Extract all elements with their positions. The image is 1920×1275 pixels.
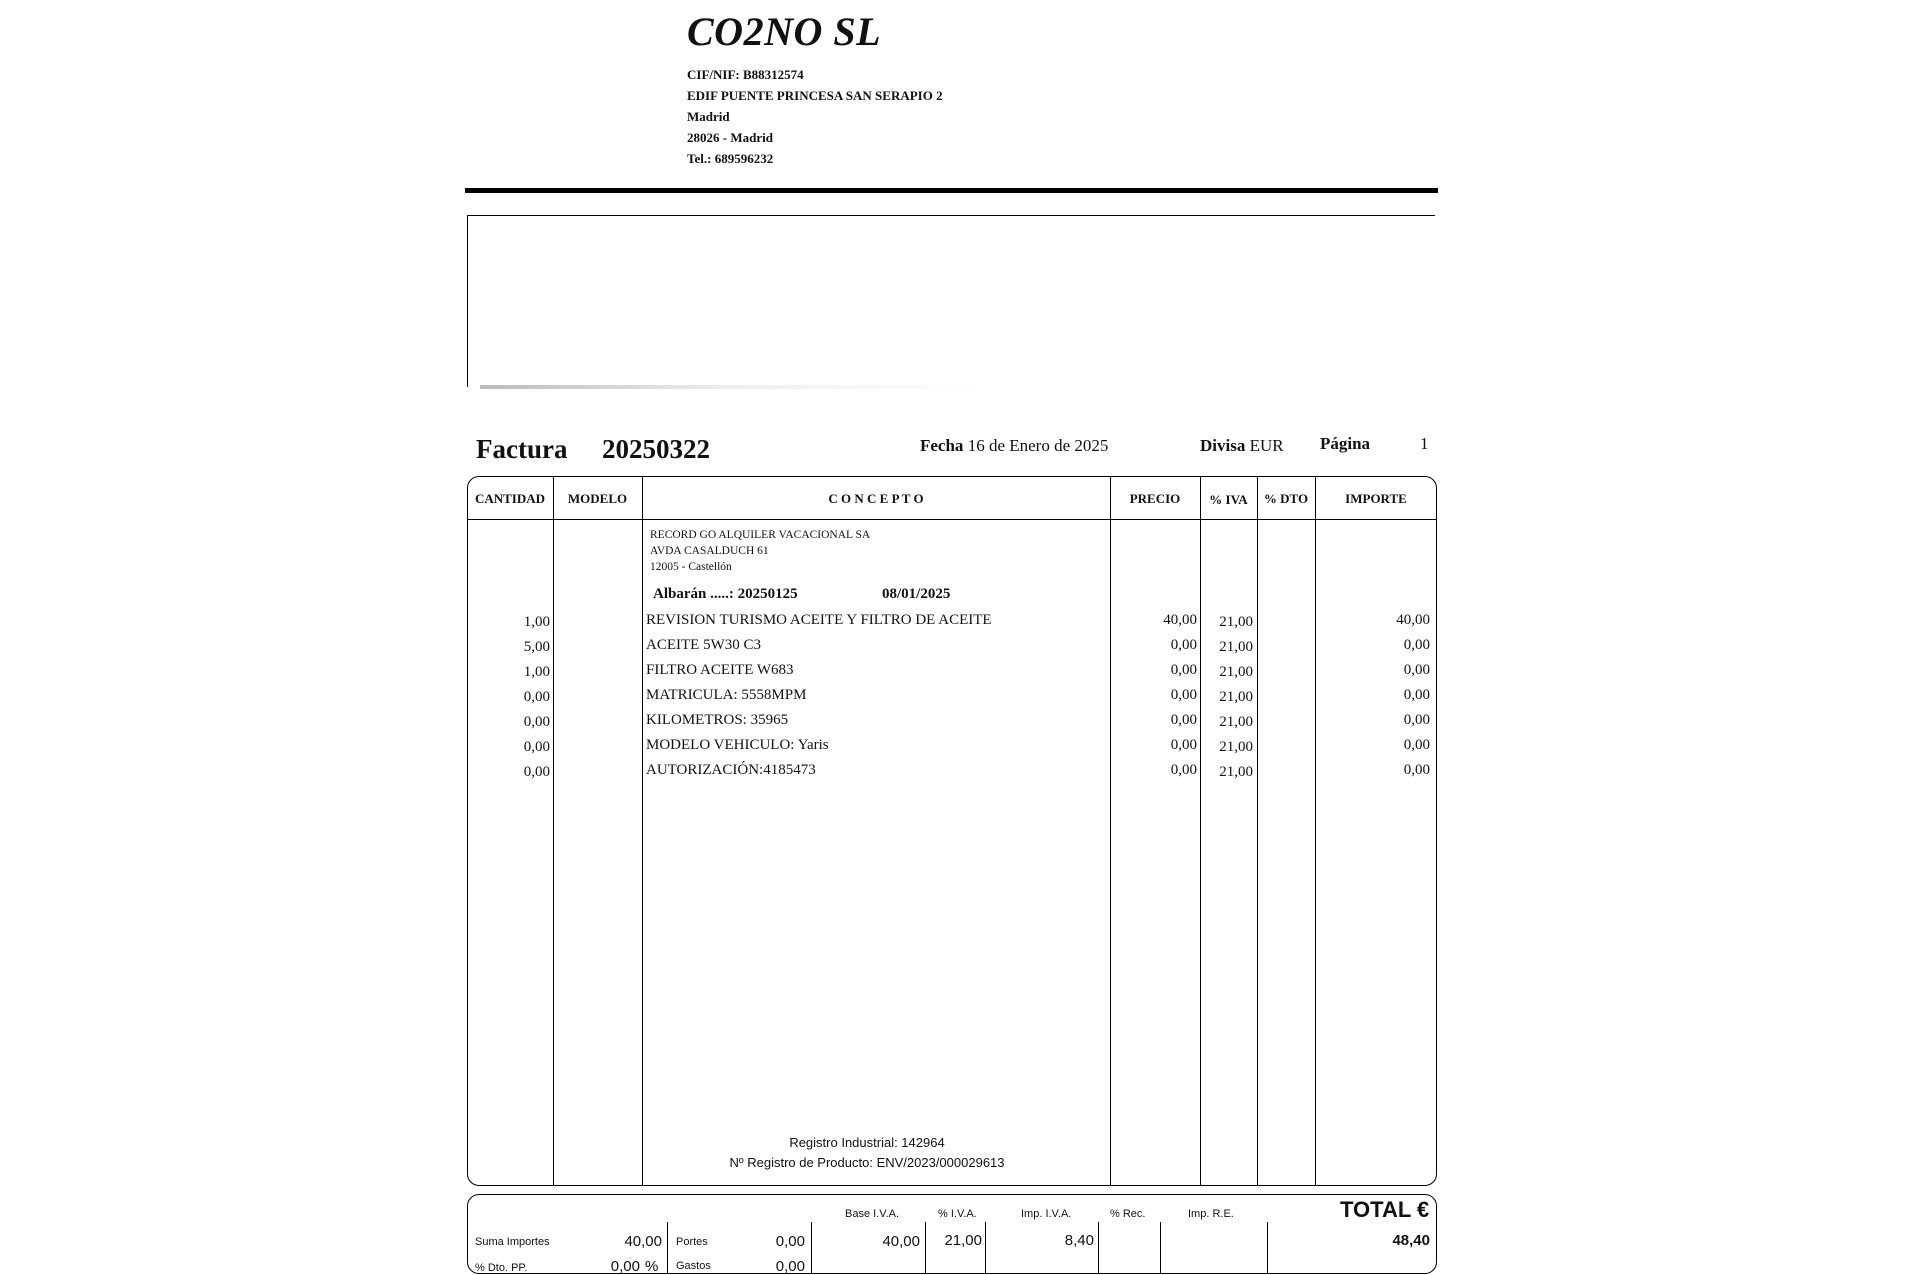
col-divider: [1257, 476, 1258, 1186]
cell-concepto: MATRICULA: 5558MPM: [646, 687, 807, 703]
col-divider: [1315, 476, 1316, 1186]
dto-pp-label: % Dto. PP.: [475, 1262, 528, 1274]
cell-iva: 21,00: [1219, 689, 1253, 705]
pagina-label: Página: [1320, 434, 1371, 453]
client-address: AVDA CASALDUCH 61: [650, 545, 769, 557]
cell-importe: 0,00: [1403, 687, 1430, 703]
col-header-cantidad: CANTIDAD: [474, 491, 546, 506]
cell-cantidad: 0,00: [523, 764, 550, 780]
cell-cantidad: 0,00: [523, 739, 550, 755]
totals-header-imp-re: Imp. R.E.: [1188, 1208, 1234, 1220]
pagina-value: 1: [1420, 434, 1429, 453]
cell-importe: 0,00: [1403, 637, 1430, 653]
cell-precio: 0,00: [1170, 737, 1197, 753]
suma-importes-value: 40,00: [624, 1233, 662, 1250]
company-city: Madrid: [687, 109, 730, 124]
cell-precio: 0,00: [1170, 637, 1197, 653]
gastos-value: 0,00: [775, 1258, 805, 1275]
fecha-value: 16 de Enero de 2025: [967, 436, 1109, 455]
company-address: EDIF PUENTE PRINCESA SAN SERAPIO 2: [687, 88, 943, 103]
col-header-importe: IMPORTE: [1345, 491, 1407, 506]
cell-precio: 0,00: [1170, 762, 1197, 778]
col-header-modelo: MODELO: [567, 491, 628, 506]
cell-precio: 40,00: [1163, 612, 1197, 628]
albaran-number: Albarán .....: 20250125: [653, 586, 798, 602]
col-divider: [642, 476, 643, 1186]
cell-cantidad: 1,00: [523, 614, 550, 630]
cell-iva: 21,00: [1219, 614, 1253, 630]
cell-concepto: MODELO VEHICULO: Yaris: [646, 737, 829, 753]
imp-iva-value: 8,40: [1064, 1232, 1094, 1249]
cell-concepto: FILTRO ACEITE W683: [646, 662, 794, 678]
cell-concepto: KILOMETROS: 35965: [646, 712, 789, 728]
dto-pp-unit: %: [645, 1258, 659, 1275]
cell-iva: 21,00: [1219, 714, 1253, 730]
totals-divider: [1160, 1222, 1161, 1274]
invoice-currency: [1200, 436, 1284, 456]
col-divider: [553, 476, 554, 1186]
cell-iva: 21,00: [1219, 664, 1253, 680]
invoice-page: [1320, 434, 1370, 454]
dto-pp-value: 0,00: [610, 1258, 640, 1275]
divisa-value: EUR: [1249, 436, 1284, 455]
totals-divider: [667, 1222, 668, 1274]
cell-precio: 0,00: [1170, 712, 1197, 728]
totals-divider: [1267, 1222, 1268, 1274]
totals-divider: [811, 1222, 812, 1274]
cell-iva: 21,00: [1219, 639, 1253, 655]
invoice-date: [920, 436, 1108, 456]
header-rule: [465, 188, 1438, 193]
company-phone: Tel.: 689596232: [687, 151, 774, 166]
invoice-label: Factura: [476, 434, 568, 464]
totals-header-imp-iva: Imp. I.V.A.: [1021, 1208, 1072, 1220]
fecha-label: Fecha: [920, 436, 964, 455]
totals-divider: [1098, 1222, 1099, 1274]
suma-importes-label: Suma Importes: [475, 1236, 550, 1248]
cell-iva: 21,00: [1219, 764, 1253, 780]
col-header-concepto: C O N C E P T O: [828, 491, 924, 506]
base-iva-value: 40,00: [882, 1233, 920, 1250]
col-header-precio: PRECIO: [1129, 491, 1181, 506]
company-name: CO2NO SL: [687, 9, 882, 54]
col-divider: [1200, 476, 1201, 1186]
col-divider: [1110, 476, 1111, 1186]
cell-concepto: REVISION TURISMO ACEITE Y FILTRO DE ACEITE: [646, 612, 992, 628]
cell-importe: 0,00: [1403, 737, 1430, 753]
cell-concepto: AUTORIZACIÓN:4185473: [646, 762, 816, 778]
address-box: [467, 215, 1435, 387]
cell-importe: 0,00: [1403, 662, 1430, 678]
cell-precio: 0,00: [1170, 662, 1197, 678]
cell-cantidad: 0,00: [523, 689, 550, 705]
cell-cantidad: 0,00: [523, 714, 550, 730]
header-divider: [467, 519, 1437, 520]
cell-cantidad: 5,00: [523, 639, 550, 655]
portes-label: Portes: [676, 1236, 708, 1248]
company-cif: CIF/NIF: B88312574: [687, 67, 804, 82]
cell-importe: 40,00: [1396, 612, 1430, 628]
totals-header-total: TOTAL €: [1340, 1197, 1430, 1222]
cell-importe: 0,00: [1403, 712, 1430, 728]
totals-divider: [985, 1222, 986, 1274]
totals-header-base-iva: Base I.V.A.: [845, 1208, 900, 1220]
total-value: 48,40: [1392, 1232, 1430, 1249]
cell-importe: 0,00: [1403, 762, 1430, 778]
registro-producto: Nº Registro de Producto: ENV/2023/000029613: [729, 1155, 1005, 1170]
cell-iva: 21,00: [1219, 739, 1253, 755]
portes-value: 0,00: [775, 1233, 805, 1250]
divisa-label: Divisa: [1200, 436, 1246, 455]
cell-cantidad: 1,00: [523, 664, 550, 680]
col-header-dto: % DTO: [1263, 491, 1309, 506]
address-box-shadow: [480, 385, 980, 389]
gastos-label: Gastos: [676, 1260, 711, 1272]
client-city: 12005 - Castellón: [650, 561, 732, 573]
invoice-number: 20250322: [602, 434, 710, 464]
invoice-lines-table: [467, 476, 1437, 1186]
pct-iva-value: 21,00: [944, 1232, 982, 1249]
registro-industrial: Registro Industrial: 142964: [789, 1135, 945, 1150]
totals-header-pct-iva: % I.V.A.: [938, 1208, 977, 1220]
albaran-date: 08/01/2025: [882, 586, 951, 602]
client-name: RECORD GO ALQUILER VACACIONAL SA: [650, 529, 871, 541]
col-header-iva: % IVA: [1209, 492, 1248, 507]
cell-concepto: ACEITE 5W30 C3: [646, 637, 761, 653]
totals-header-pct-rec: % Rec.: [1110, 1208, 1146, 1220]
cell-precio: 0,00: [1170, 687, 1197, 703]
totals-divider: [925, 1222, 926, 1274]
company-postal: 28026 - Madrid: [687, 130, 773, 145]
